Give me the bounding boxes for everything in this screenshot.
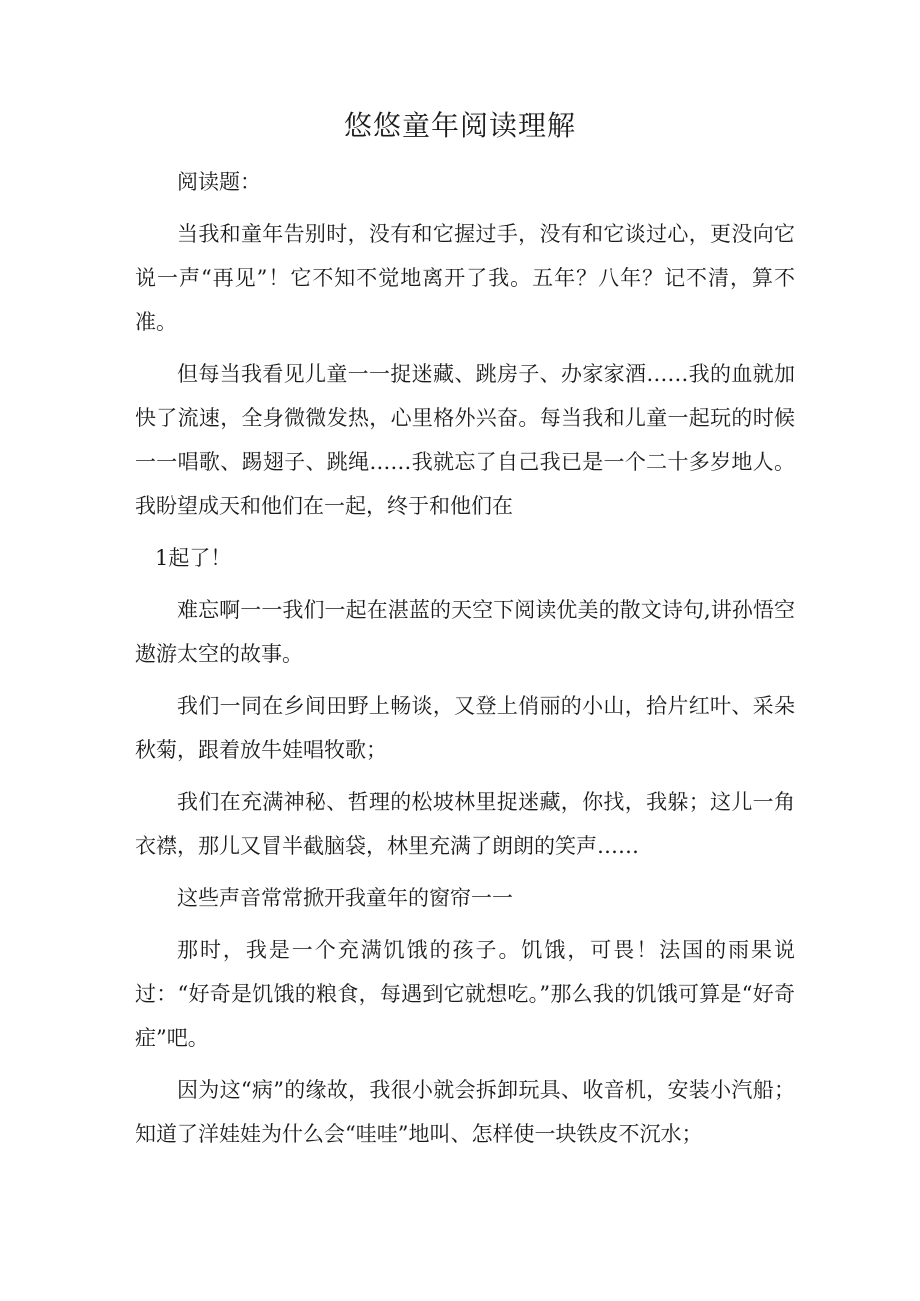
document-title: 悠悠童年阅读理解 bbox=[343, 109, 576, 142]
paragraph-childhood-curtain: 这些声音常常掀开我童年的窗帘一一 bbox=[177, 886, 513, 910]
paragraph-playing-with-children: 但每当我看见儿童一一捉迷藏、跳房子、办家家酒……我的血就加快了流速，全身微微发热，心里格外兴奋。每当我和儿童一起玩的时候一一唱歌、踢翅子、跳绳……我就忘了自己我已是一个二十多岁地人。我盼望成天和他们在一起，终于和他们在 bbox=[135, 362, 795, 518]
paragraph-farewell-childhood: 当我和童年告别时，没有和它握过手，没有和它谈过心，更没向它说一声“再见”！它不知不觉地离开了我。五年？八年？记不清，算不准。 bbox=[135, 222, 795, 334]
paragraph-curiosity-illness: 因为这“病”的缘故，我很小就会拆卸玩具、收音机，安装小汽船；知道了洋娃娃为什么会“哇哇”地叫、怎样使一块铁皮不沉水； bbox=[135, 1078, 795, 1146]
paragraph-hide-and-seek: 我们在充满神秘、哲理的松坡林里捉迷藏，你找，我躲；这儿一角衣襟，那儿又冒半截脑袋，林里充满了朗朗的笑声…… bbox=[135, 790, 795, 858]
paragraph-together-fragment: 1起了！ bbox=[155, 546, 232, 570]
paragraph-reading-question-label: 阅读题： bbox=[177, 170, 261, 194]
paragraph-countryside-talk: 我们一同在乡间田野上畅谈，又登上俏丽的小山，拾片红叶、采朵秋菊，跟着放牛娃唱牧歌； bbox=[135, 694, 795, 762]
document-body bbox=[135, 160, 795, 1156]
paragraph-unforgettable: 难忘啊一一我们一起在湛蓝的天空下阅读优美的散文诗句,讲孙悟空遨游太空的故事。 bbox=[135, 598, 795, 666]
paragraph-hungry-child: 那时，我是一个充满饥饿的孩子。饥饿，可畏！法国的雨果说过：“好奇是饥饿的粮食，每遇到它就想吃。”那么我的饥饿可算是“好奇症”吧。 bbox=[135, 938, 795, 1050]
